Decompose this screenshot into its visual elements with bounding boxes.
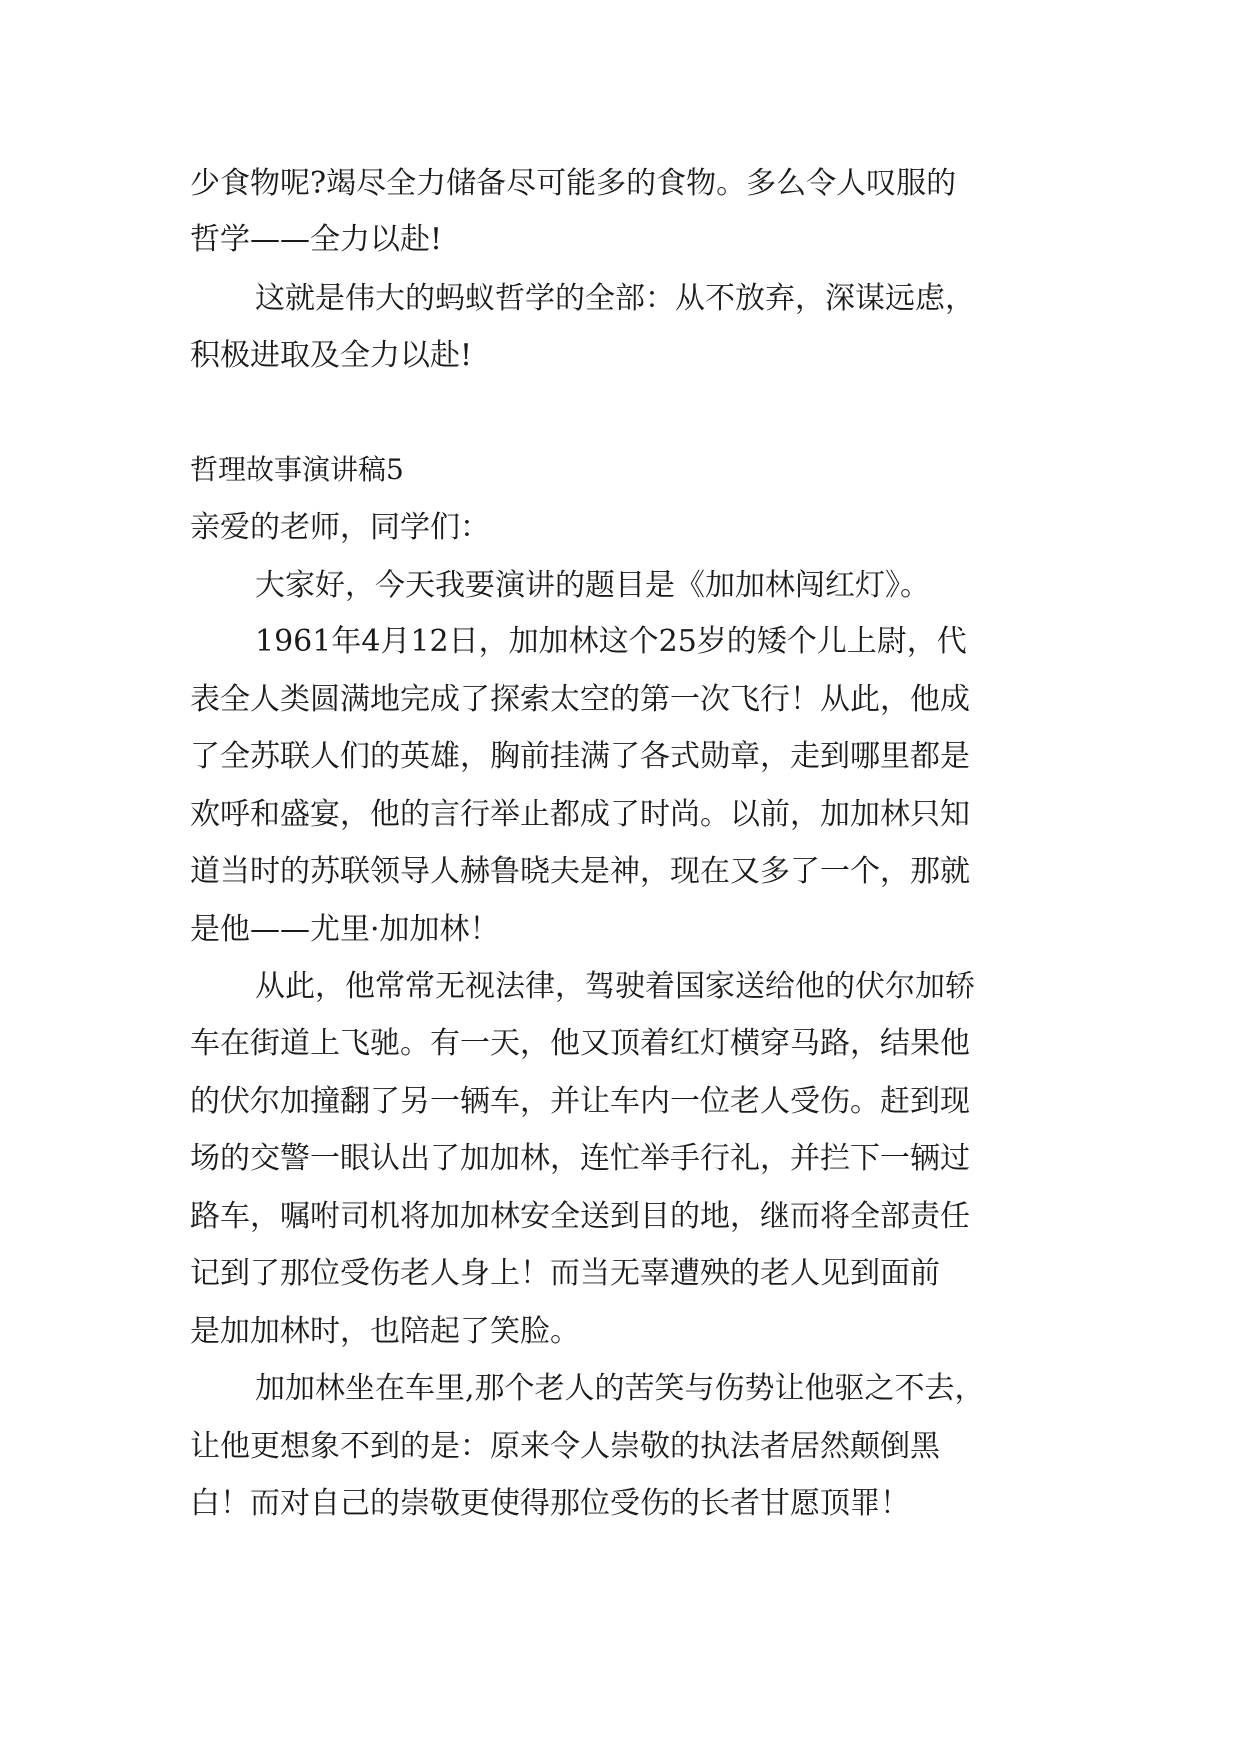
text-line: 让他更想象不到的是：原来令人崇敬的执法者居然颠倒黑 (190, 1429, 940, 1464)
text-line: 少食物呢?竭尽全力储备尽可能多的食物。多么令人叹服的 (190, 166, 957, 201)
paragraph-start: 从此，他常常无视法律，驾驶着国家送给他的伏尔加轿 (255, 969, 975, 1004)
text-line: 的伏尔加撞翻了另一辆车，并让车内一位老人受伤。赶到现 (190, 1084, 970, 1119)
paragraph-start: 这就是伟大的蚂蚁哲学的全部：从不放弃，深谋远虑， (255, 281, 975, 316)
paragraph-start: 加加林坐在车里,那个老人的苦笑与伤势让他驱之不去， (255, 1371, 985, 1406)
text-line: 场的交警一眼认出了加加林，连忙举手行礼，并拦下一辆过 (190, 1141, 970, 1176)
section-heading: 哲理故事演讲稿5 (190, 453, 404, 486)
text-line: 表全人类圆满地完成了探索太空的第一次飞行！从此，他成 (190, 682, 970, 717)
text-line: 了全苏联人们的英雄，胸前挂满了各式勋章，走到哪里都是 (190, 739, 970, 774)
salutation: 亲爱的老师，同学们： (190, 510, 490, 545)
text-line: 车在街道上飞驰。有一天，他又顶着红灯横穿马路，结果他 (190, 1026, 970, 1061)
paragraph-start: 1961年4月12日，加加林这个25岁的矮个儿上尉，代 (255, 624, 967, 659)
text-line: 路车，嘱咐司机将加加林安全送到目的地，继而将全部责任 (190, 1199, 970, 1234)
text-line: 欢呼和盛宴，他的言行举止都成了时尚。以前，加加林只知 (190, 797, 970, 832)
text-line: 是他——尤里·加加林！ (190, 912, 500, 947)
text-line: 道当时的苏联领导人赫鲁晓夫是神，现在又多了一个，那就 (190, 854, 970, 889)
text-line: 记到了那位受伤老人身上！而当无辜遭殃的老人见到面前 (190, 1256, 940, 1291)
text-line: 哲学——全力以赴! (190, 222, 443, 257)
paragraph-start: 大家好，今天我要演讲的题目是《加加林闯红灯》。 (255, 568, 930, 603)
text-line: 积极进取及全力以赴! (190, 338, 473, 373)
text-line: 是加加林时，也陪起了笑脸。 (190, 1314, 580, 1349)
text-line: 白！而对自己的崇敬更使得那位受伤的长者甘愿顶罪！ (190, 1486, 910, 1521)
